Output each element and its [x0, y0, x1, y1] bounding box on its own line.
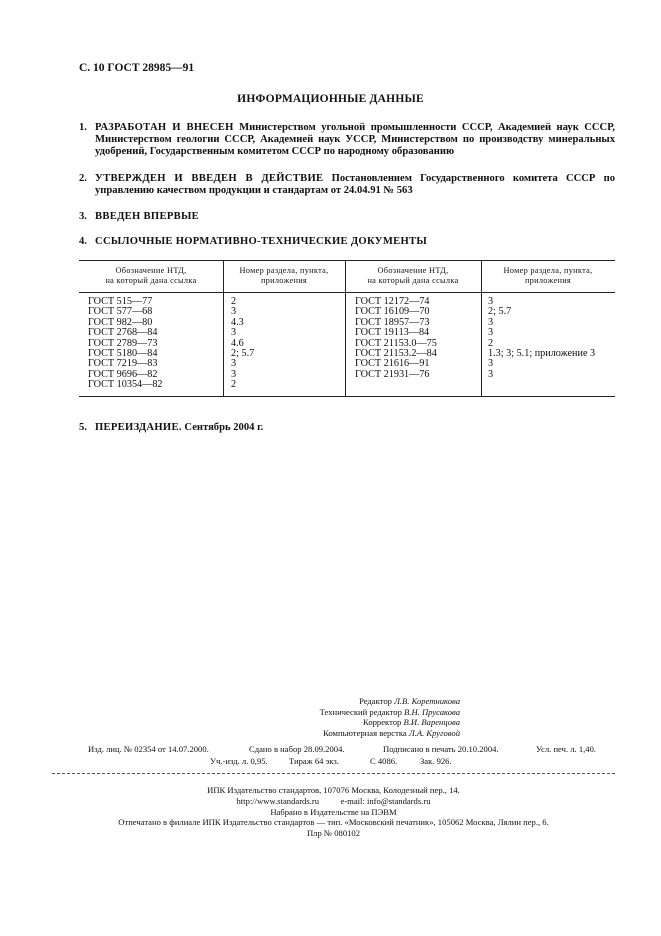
table-cell: ГОСТ 515—77: [88, 296, 153, 307]
table-cell: ГОСТ 21931—76: [355, 368, 430, 380]
table-cell: 3: [488, 368, 494, 380]
publisher-line: Плр № 080102: [306, 828, 361, 839]
table-cell: 3: [488, 358, 494, 370]
table-cell: ГОСТ 2768—84: [88, 327, 158, 339]
section-2: [79, 173, 615, 197]
table-cell: ГОСТ 5180—84: [88, 348, 158, 360]
section-number: 3.: [79, 211, 87, 222]
imprint-run: Тираж 64 экз.: [289, 756, 339, 766]
table-cell: ГОСТ 19113—84: [355, 327, 430, 339]
table-cell: 3: [488, 327, 494, 339]
imprint-publ-sheets: Уч.-изд. л. 0,95.: [210, 756, 268, 766]
table-cell: 2: [488, 337, 494, 349]
section-heading: РАЗРАБОТАН И ВНЕСЕН: [95, 122, 234, 133]
table-column-left-docs: [88, 297, 163, 391]
table-cell: 3: [488, 316, 494, 328]
section-1: [79, 122, 615, 159]
publisher-line: ИПК Издательство стандартов, 107076 Москва, Колодезный пер., 14.: [207, 785, 460, 795]
credit-line: Редактор Л.В. Коретникова: [359, 696, 460, 706]
imprint-order: Зак. 926.: [420, 756, 452, 766]
table-cell: ГОСТ 9696—82: [88, 368, 158, 380]
page-title: ИНФОРМАЦИОННЫЕ ДАННЫЕ: [237, 93, 424, 105]
table-cell: ГОСТ 12172—74: [355, 296, 430, 307]
section-text: Постановлением Государственного комитета СССР по управлению качеством продукции и стандартам от 24.04.91 № 563: [95, 173, 615, 197]
table-header-cell: Номер раздела, пункта, приложения: [503, 266, 593, 285]
credit-line: Компьютерная верстка Л.А. Круговой: [323, 727, 460, 738]
table-column-right-docs: [355, 297, 437, 380]
table-cell: ГОСТ 21153.0—75: [355, 337, 437, 349]
table-header-cell: Номер раздела, пункта, приложения: [239, 266, 329, 285]
table-cell: ГОСТ 2789—73: [88, 337, 158, 349]
section-heading: ПЕРЕИЗДАНИЕ.: [95, 422, 182, 433]
section-heading: ВВЕДЕН ВПЕРВЫЕ: [95, 211, 200, 222]
table-cell: 1.3; 3; 5.1; приложение 3: [488, 348, 596, 360]
table-cell: 4.3: [231, 316, 244, 328]
table-cell: ГОСТ 21616—91: [355, 358, 430, 370]
table-cell: 3: [231, 358, 237, 370]
section-heading: УТВЕРЖДЕН И ВВЕДЕН В ДЕЙСТВИЕ: [95, 173, 324, 184]
section-number: 5.: [79, 422, 87, 433]
section-number: 4.: [79, 236, 87, 247]
section-text: Сентябрь 2004 г.: [181, 422, 264, 433]
imprint-sent: Сдано в набор 28.09.2004.: [249, 744, 345, 754]
table-cell: 3: [231, 327, 237, 339]
table-header-cell: Обозначение НТД, на который дана ссылка: [367, 266, 459, 285]
section-4: [79, 236, 615, 248]
section-5: [79, 422, 615, 434]
table-cell: 2: [231, 296, 237, 307]
publisher-line: Отпечатано в филиале ИПК Издательство стандартов — тип. «Московский печатник», 105062 Москва, Лялин пер., 6.: [118, 817, 549, 828]
section-number: 1.: [79, 122, 87, 133]
publisher-block: [52, 785, 615, 839]
table-column-right-refs: [488, 297, 595, 380]
imprint-signed: Подписано в печать 20.10.2004.: [383, 744, 499, 754]
credit-line: Корректор В.И. Варенцова: [363, 717, 460, 728]
table-cell: 2; 5.7: [231, 348, 255, 360]
table-cell: ГОСТ 21153.2—84: [355, 348, 437, 360]
credit-line: Технический редактор В.Н. Прусакова: [319, 706, 460, 717]
credits-block: [200, 696, 460, 738]
table-cell: ГОСТ 18957—73: [355, 316, 430, 328]
section-3: [79, 211, 615, 223]
imprint-c: С 4086.: [370, 756, 398, 766]
table-cell: 2; 5.7: [488, 306, 512, 318]
table-cell: ГОСТ 10354—82: [88, 379, 163, 391]
table-cell: 3: [231, 368, 237, 380]
table-cell: ГОСТ 16109—70: [355, 306, 430, 318]
section-heading: ССЫЛОЧНЫЕ НОРМАТИВНО-ТЕХНИЧЕСКИЕ ДОКУМЕНТЫ: [95, 236, 428, 247]
table-cell: ГОСТ 577—68: [88, 306, 153, 318]
publisher-line: Набрано в Издательстве на ПЭВМ: [270, 806, 397, 817]
table-cell: 2: [231, 379, 237, 391]
imprint-printed-sheets: Усл. печ. л. 1,40.: [536, 744, 597, 754]
table-header-cell: Обозначение НТД, на который дана ссылка: [105, 266, 197, 285]
imprint-license: Изд. лиц. № 02354 от 14.07.2000.: [88, 744, 209, 754]
table-cell: 3: [488, 296, 494, 307]
dashed-divider: [52, 773, 615, 774]
section-number: 2.: [79, 173, 87, 184]
publisher-line: http://www.standards.ru e-mail: info@standards.ru: [236, 795, 431, 806]
table-cell: 3: [231, 306, 237, 318]
table-header-rule: [79, 292, 615, 293]
section-text: Министерством угольной промышленности СССР, Академией наук СССР, Министерством геологии СССР, Академией наук УССР, Министерством по производству минеральных удобрений, Государственным комитетом СССР по народному образованию: [95, 122, 615, 158]
table-top-rule: [79, 260, 615, 261]
page-header: С. 10 ГОСТ 28985—91: [79, 62, 195, 74]
table-cell: 4.6: [231, 337, 244, 349]
table-bottom-rule: [79, 396, 615, 397]
table-column-left-refs: [231, 297, 254, 391]
table-cell: ГОСТ 982—80: [88, 316, 153, 328]
table-cell: ГОСТ 7219—83: [88, 358, 158, 370]
